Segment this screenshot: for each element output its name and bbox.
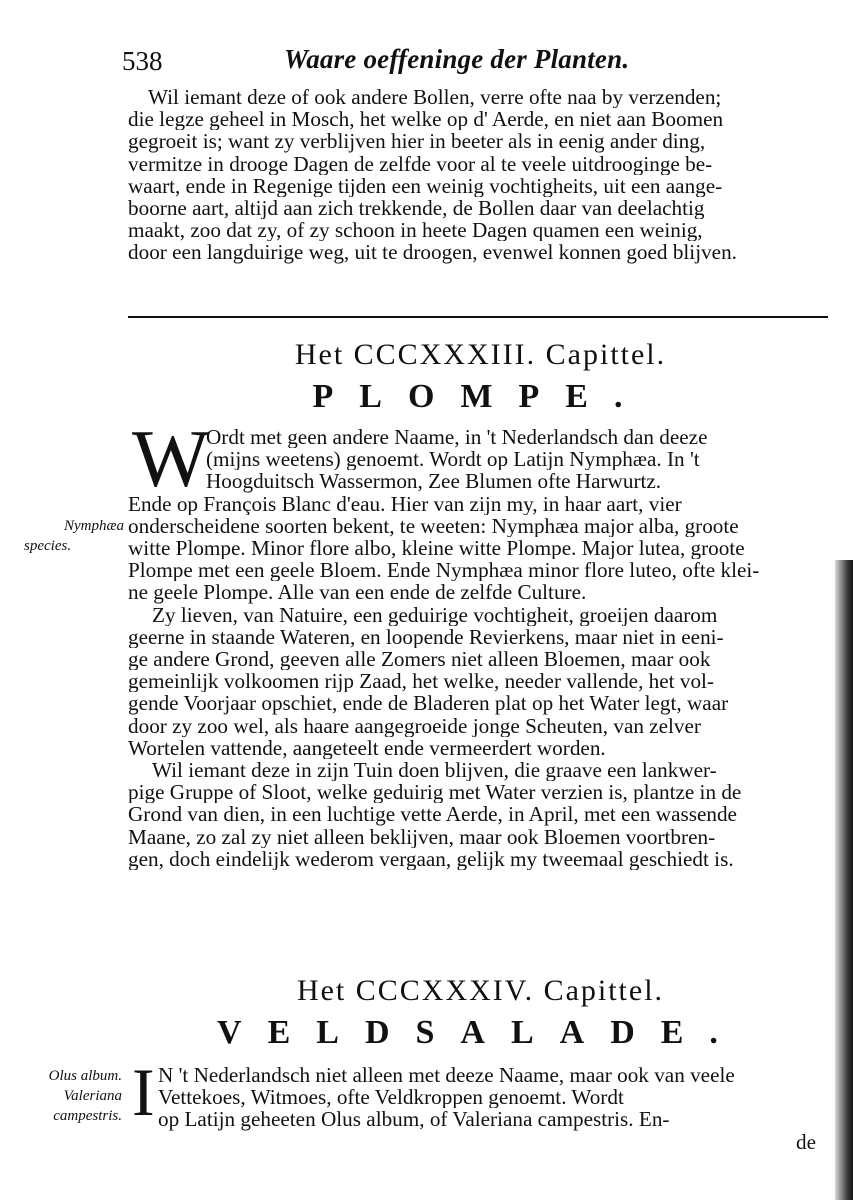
drop-cap: I xyxy=(132,1054,155,1130)
margin-note-line: Olus album. xyxy=(48,1068,122,1084)
text-line: Wil iemant deze of ook andere Bollen, verre ofte naa by verzenden; xyxy=(148,86,722,109)
text-line: vermitze in drooge Dagen de zelfde voor al te veele uitdrooginge be- xyxy=(128,152,713,175)
chapter-body xyxy=(128,413,833,871)
chapter-body xyxy=(128,1054,818,1153)
chapter-heading: Het CCCXXXIV. Capittel. xyxy=(296,974,665,1007)
text-line: Wil iemant deze in zijn Tuin doen blijven, die graave een lankwer- xyxy=(152,759,717,782)
text-line: gemeinlijk volkoomen rijp Zaad, het welke, needer vallende, het vol- xyxy=(128,670,714,693)
text-line: Ende op François Blanc d'eau. Hier van zijn my, in haar aart, vier xyxy=(128,492,682,515)
text-line: gende Voorjaar opschiet, ende de Bladeren plat op het Water legt, waar xyxy=(128,692,729,715)
chapter-title: PLOMPE. xyxy=(312,378,649,415)
drop-cap: W xyxy=(132,413,210,504)
margin-note-line: campestris. xyxy=(53,1108,122,1124)
margin-note xyxy=(24,516,124,556)
text-line: de xyxy=(796,1130,816,1153)
text-line: witte Plompe. Minor flore albo, kleine witte Plompe. Major lutea, groote xyxy=(128,537,745,560)
chapter-heading: Het CCCXXXIII. Capittel. xyxy=(294,338,667,371)
text-line: gen, doch eindelijk wederom vergaan, gelijk my tweemaal geschiedt is. xyxy=(128,847,734,871)
margin-note xyxy=(4,1066,122,1126)
text-line: gegroeit is; want zy verblijven hier in beeter als in eenig ander ding, xyxy=(128,130,706,153)
text-line: op Latijn geheeten Olus album, of Valeriana campestris. En- xyxy=(158,1108,670,1131)
margin-note-line: Nymphæa xyxy=(64,518,124,534)
text-line: Wortelen vattende, aangeteelt ende vermeerdert worden. xyxy=(128,736,606,760)
margin-note-line: species. xyxy=(24,538,72,554)
text-line: (mijns weetens) genoemt. Wordt op Latijn Nymphæa. In 't xyxy=(206,448,700,471)
margin-note-line: Valeriana xyxy=(63,1088,122,1104)
text-line: Maane, zo zal zy niet alleen beklijven, maar ook Bloemen voortbren- xyxy=(128,825,716,848)
text-line: door een langduirige weg, uit te droogen, evenwel konnen goed blijven. xyxy=(128,241,737,264)
text-line: Plompe met een geele Bloem. Ende Nymphæa minor flore luteo, ofte klei- xyxy=(128,559,760,582)
text-line: maakt, zoo dat zy, of zy schoon in heete Dagen quamen een weinig, xyxy=(128,219,703,242)
text-line: ge andere Grond, geeven alle Zomers niet alleen Bloemen, maar ook xyxy=(128,648,711,671)
text-line: Ordt met geen andere Naame, in 't Nederlandsch dan deeze xyxy=(206,426,708,449)
text-line: Zy lieven, van Natuire, een geduirige vochtigheit, groeijen daarom xyxy=(152,603,718,626)
page-edge-shadow xyxy=(835,560,853,1200)
text-line: pige Gruppe of Sloot, welke geduirig met Water verzien is, plantze in de xyxy=(128,781,742,804)
text-line: waart, ende in Regenige tijden een weinig vochtigheits, uit een aange- xyxy=(128,174,723,198)
page-number: 538 xyxy=(122,46,163,76)
text-line: N 't Nederlandsch niet alleen met deeze Naame, maar ook van veele xyxy=(158,1064,735,1087)
text-line: ne geele Plompe. Alle van een ende de zelfde Culture. xyxy=(128,581,587,604)
running-title: Waare oeffeninge der Planten. xyxy=(284,44,630,74)
text-line: Grond van dien, in een luchtige vette Aerde, in April, met een wassende xyxy=(128,803,737,826)
section-divider xyxy=(128,316,828,318)
text-line: boorne aart, altijd aan zich trekkende, de Bollen daar van deelachtig xyxy=(128,197,705,220)
text-line: door zy zoo wel, als haare aangegroeide jonge Scheuten, van zelver xyxy=(128,714,701,737)
text-line: Vettekoes, Witmoes, ofte Veldkroppen genoemt. Wordt xyxy=(158,1086,624,1109)
intro-paragraph xyxy=(128,86,833,264)
chapter-title: VELDSALADE. xyxy=(217,1014,744,1051)
text-line: geerne in staande Wateren, en loopende Revierkens, maar niet in eeni- xyxy=(128,625,724,649)
text-line: die legze geheel in Mosch, het welke op d' Aerde, en niet aan Boomen xyxy=(128,108,724,131)
text-line: onderscheidene soorten bekent, te weeten: Nymphæa major alba, groote xyxy=(128,514,739,538)
text-line: Hoogduitsch Wassermon, Zee Blumen ofte Harwurtz. xyxy=(206,470,662,493)
running-header xyxy=(122,40,822,80)
